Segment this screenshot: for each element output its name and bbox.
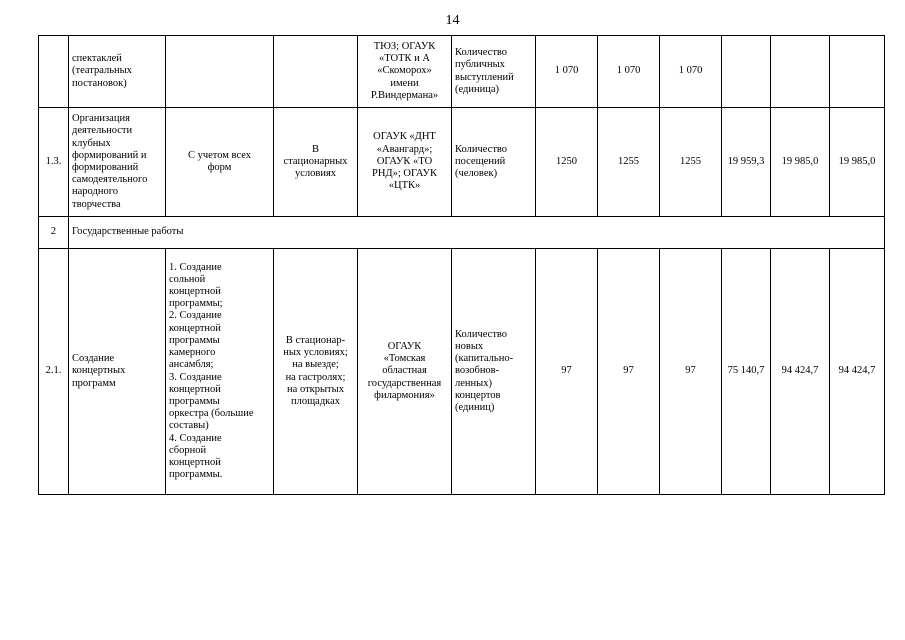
value-year-3: 1 070: [660, 36, 722, 108]
institutions: ОГАУК «Томская областная государственная филармония»: [358, 249, 452, 495]
section-title: Государственные работы: [69, 217, 885, 249]
funding-year-2: 94 424,7: [771, 249, 830, 495]
indicator: Количество новых (капитально- возобнов- ленных) концертов (единиц): [452, 249, 536, 495]
funding-year-2: [771, 36, 830, 108]
funding-year-3: [830, 36, 885, 108]
funding-year-1: 75 140,7: [722, 249, 771, 495]
institutions: ТЮЗ; ОГАУК «ТОТК и А «Скоморох» имени Р.Виндермана»: [358, 36, 452, 108]
indicator: Количество публичных выступлений (единица): [452, 36, 536, 108]
funding-year-3: 94 424,7: [830, 249, 885, 495]
row-number: 2.1.: [39, 249, 69, 495]
value-year-1: 1250: [536, 108, 598, 217]
value-year-1: 1 070: [536, 36, 598, 108]
service-conditions: [274, 36, 358, 108]
page-number: 14: [445, 13, 460, 28]
table-row: [39, 36, 885, 108]
institutions: ОГАУК «ДНТ «Авангард»; ОГАУК «ТО РНД»; ОГАУК «ЦТК»: [358, 108, 452, 217]
service-content: С учетом всех форм: [166, 108, 274, 217]
service-name: Организация деятельности клубных формирований и формирований самодеятельного народного творчества: [69, 108, 166, 217]
services-table: [38, 35, 885, 495]
funding-year-1: [722, 36, 771, 108]
funding-year-1: 19 959,3: [722, 108, 771, 217]
row-number: 1.3.: [39, 108, 69, 217]
value-year-3: 1255: [660, 108, 722, 217]
service-name: спектаклей (театральных постановок): [69, 36, 166, 108]
row-number: [39, 36, 69, 108]
value-year-2: 1 070: [598, 36, 660, 108]
service-conditions: В стационар- ных условиях; на выезде; на гастролях; на открытых площадках: [274, 249, 358, 495]
value-year-2: 1255: [598, 108, 660, 217]
indicator: Количество посещений (человек): [452, 108, 536, 217]
value-year-1: 97: [536, 249, 598, 495]
service-name: Создание концертных программ: [69, 249, 166, 495]
value-year-3: 97: [660, 249, 722, 495]
value-year-2: 97: [598, 249, 660, 495]
section-row: [39, 217, 885, 249]
funding-year-2: 19 985,0: [771, 108, 830, 217]
service-content: 1. Создание сольной концертной программы; 2. Создание концертной программы камерного ансамбля; 3. Создание концертной программы оркестра (большие составы) 4. Создание сборной концертной программы.: [166, 249, 274, 495]
service-conditions: В стационарных условиях: [274, 108, 358, 217]
table-row: [39, 249, 885, 495]
table-row: [39, 108, 885, 217]
service-content: [166, 36, 274, 108]
section-number: 2: [39, 217, 69, 249]
funding-year-3: 19 985,0: [830, 108, 885, 217]
